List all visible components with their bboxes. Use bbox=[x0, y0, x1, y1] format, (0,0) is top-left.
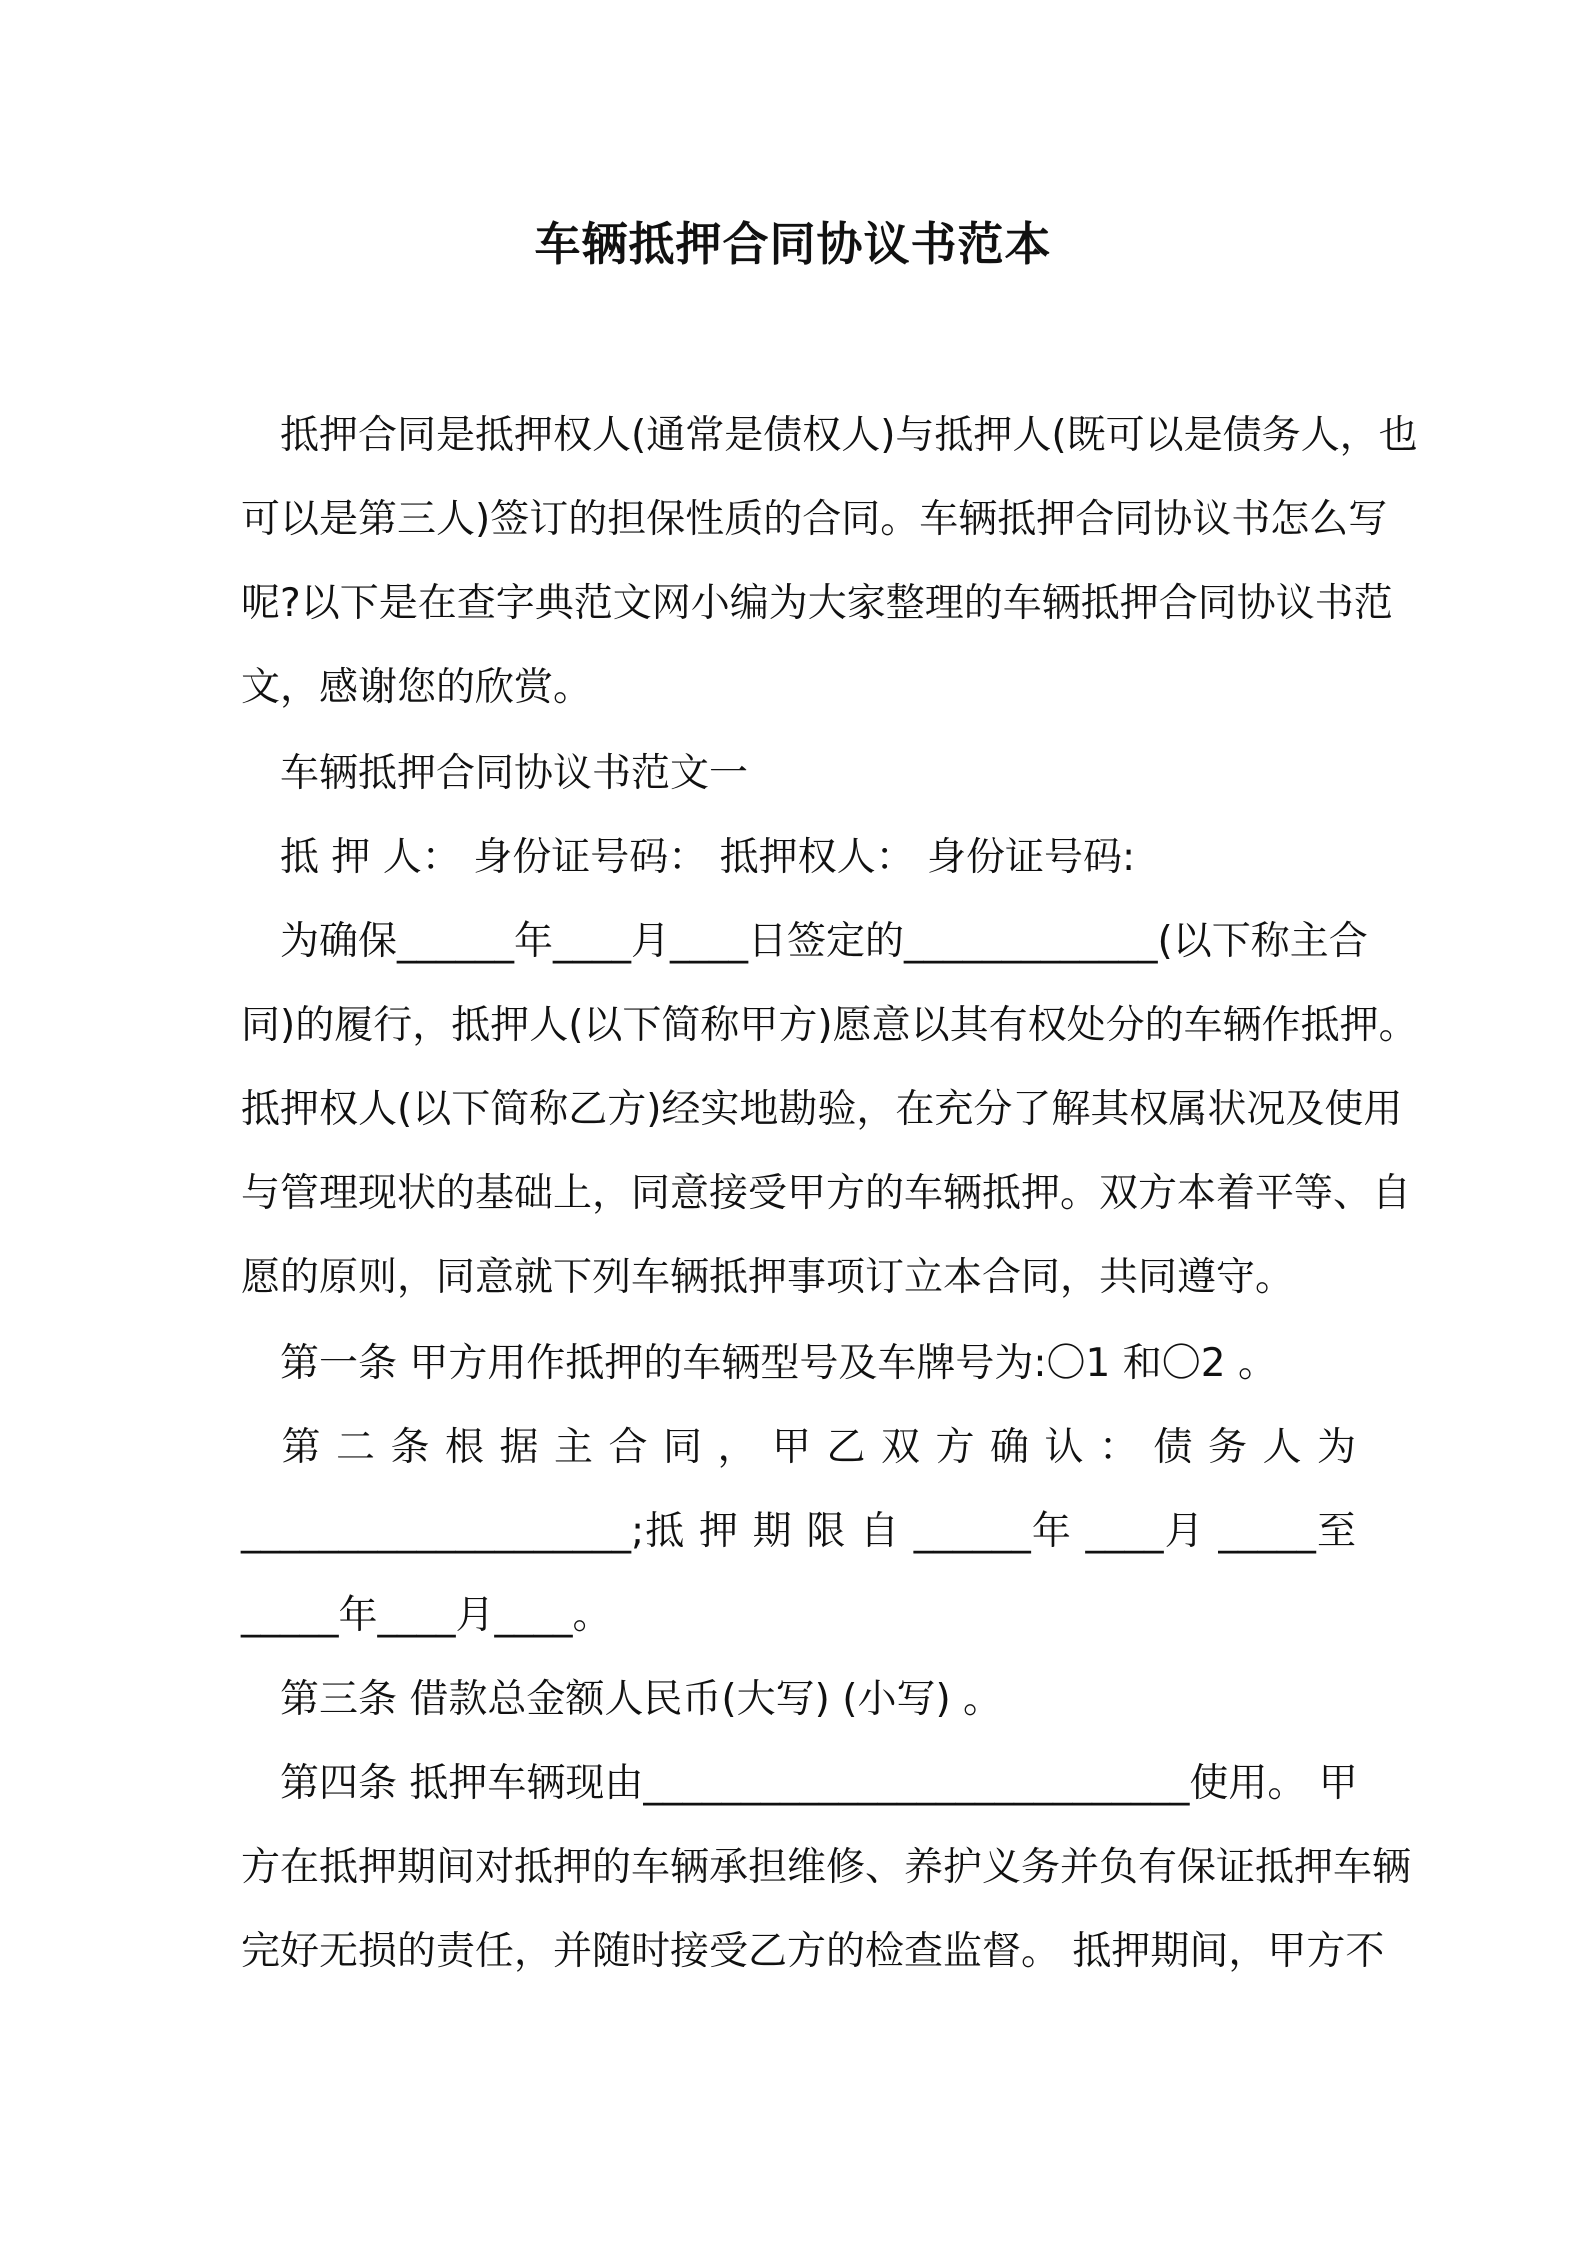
article-4-line-3: 完好无损的责任，并随时接受乙方的检查监督。 抵押期间，甲方不 bbox=[241, 1929, 1385, 1974]
body-line-11: 愿的原则，同意就下列车辆抵押事项订立本合同，共同遵守。 bbox=[241, 1255, 1295, 1300]
document-title: 车辆抵押合同协议书范本 bbox=[534, 217, 1052, 271]
article-2-line-2: ____________________;抵 押 期 限 自 ______年 ____月 _____至 bbox=[241, 1509, 1356, 1554]
article-3: 第三条 借款总金额人民币(大写) (小写) 。 bbox=[241, 1677, 1003, 1722]
article-2-line-3: _____年____月____。 bbox=[241, 1593, 612, 1638]
article-4-line-1: 第四条 抵押车辆现由____________________________使用。 甲 bbox=[241, 1761, 1358, 1806]
body-line-2: 可以是第三人)签订的担保性质的合同。车辆抵押合同协议书怎么写 bbox=[241, 497, 1388, 542]
body-line-9: 抵押权人(以下简称乙方)经实地勘验，在充分了解其权属状况及使用 bbox=[241, 1087, 1403, 1132]
body-line-4: 文，感谢您的欣赏。 bbox=[241, 665, 593, 710]
body-line-10: 与管理现状的基础上，同意接受甲方的车辆抵押。双方本着平等、自 bbox=[241, 1171, 1412, 1216]
article-2-line-1: 第 二 条 根 据 主 合 同 ， 甲 乙 双 方 确 认 ： 债 务 人 为 bbox=[241, 1425, 1356, 1470]
body-line-7: 为确保______年____月____日签定的_____________(以下称主合 bbox=[241, 919, 1368, 964]
body-line-8: 同)的履行，抵押人(以下简称甲方)愿意以其有权处分的车辆作抵押。 bbox=[241, 1003, 1418, 1048]
parties-line: 抵 押 人： 身份证号码： 抵押权人： 身份证号码: bbox=[241, 835, 1136, 880]
article-1: 第一条 甲方用作抵押的车辆型号及车牌号为:〇1 和〇2 。 bbox=[241, 1341, 1277, 1386]
body-line-3: 呢?以下是在查字典范文网小编为大家整理的车辆抵押合同协议书范 bbox=[241, 581, 1393, 626]
section-heading: 车辆抵押合同协议书范文一 bbox=[241, 751, 749, 796]
article-4-line-2: 方在抵押期间对抵押的车辆承担维修、养护义务并负有保证抵押车辆 bbox=[241, 1845, 1412, 1890]
body-line-1: 抵押合同是抵押权人(通常是债权人)与抵押人(既可以是债务人，也 bbox=[241, 413, 1418, 458]
